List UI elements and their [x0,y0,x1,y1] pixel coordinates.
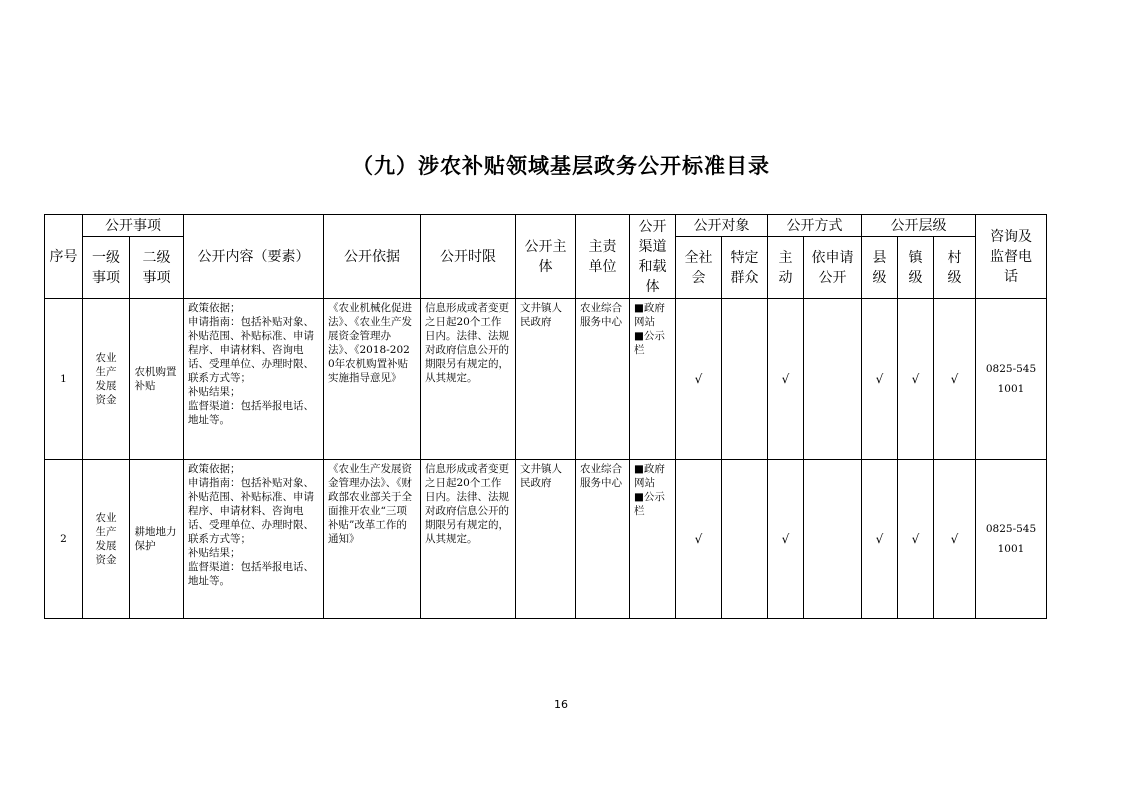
cell-village: √ [934,460,976,619]
header-village: 村级 [934,237,976,299]
header-on-request: 依申请公开 [804,237,862,299]
cell-basis: 《农业机械化促进法》、《农业生产发展资金管理办法》、《2018-2020年农机购置补贴实施指导意见》 [324,299,421,460]
cell-responsible: 农业综合服务中心 [576,299,630,460]
cell-level1: 农业生产发展资金 [83,299,130,460]
cell-content: 政策依据； 申请指南：包括补贴对象、补贴范围、补贴标准、申请程序、申请材料、咨询电话、受理单位、办理时限、联系方式等； 补贴结果； 监督渠道：包括举报电话、地址等。 [184,299,324,460]
header-basis: 公开依据 [324,215,421,299]
cell-responsible: 农业综合服务中心 [576,460,630,619]
table-row [45,460,1047,619]
cell-level2: 农机购置补贴 [130,299,184,460]
cell-active: √ [768,460,804,619]
cell-time-limit: 信息形成或者变更之日起20个工作日内。法律、法规对政府信息公开的期限另有规定的，从其规定。 [421,299,516,460]
header-responsible: 主责单位 [576,215,630,299]
cell-on-request [804,299,862,460]
header-item-group: 公开事项 [83,215,184,237]
cell-channel: ■政府网站 ■公示栏 [630,460,676,619]
header-time-limit: 公开时限 [421,215,516,299]
header-target-group: 公开对象 [676,215,768,237]
cell-all-society: √ [676,299,722,460]
cell-town: √ [898,299,934,460]
cell-active: √ [768,299,804,460]
cell-town: √ [898,460,934,619]
cell-county: √ [862,460,898,619]
header-county: 县级 [862,237,898,299]
header-subject: 公开主体 [516,215,576,299]
disclosure-table [44,214,1047,619]
cell-specific [722,299,768,460]
header-content: 公开内容（要素） [184,215,324,299]
header-channel: 公开渠道和载体 [630,215,676,299]
page-title: （九）涉农补贴领域基层政务公开标准目录 [352,154,770,178]
header-active: 主动 [768,237,804,299]
table-row [45,299,1047,460]
page-number: 16 [554,698,568,711]
header-specific: 特定群众 [722,237,768,299]
cell-time-limit: 信息形成或者变更之日起20个工作日内。法律、法规对政府信息公开的期限另有规定的，从其规定。 [421,460,516,619]
header-seq: 序号 [45,215,83,299]
header-layer-group: 公开层级 [862,215,976,237]
cell-basis: 《农业生产发展资金管理办法》、《财政部农业部关于全面推开农业“三项补贴”改革工作的通知》 [324,460,421,619]
cell-level1: 农业生产发展资金 [83,460,130,619]
cell-seq: 2 [45,460,83,619]
cell-village: √ [934,299,976,460]
cell-content: 政策依据； 申请指南：包括补贴对象、补贴范围、补贴标准、申请程序、申请材料、咨询电话、受理单位、办理时限、联系方式等； 补贴结果； 监督渠道：包括举报电话、地址等。 [184,460,324,619]
header-level1: 一级事项 [83,237,130,299]
cell-channel: ■政府网站 ■公示栏 [630,299,676,460]
header-town: 镇级 [898,237,934,299]
cell-subject: 文井镇人民政府 [516,299,576,460]
header-level2: 二级事项 [130,237,184,299]
cell-all-society: √ [676,460,722,619]
cell-seq: 1 [45,299,83,460]
cell-contact: 0825-545 1001 [976,460,1047,619]
cell-county: √ [862,299,898,460]
header-contact: 咨询及监督电话 [976,215,1047,299]
header-method-group: 公开方式 [768,215,862,237]
header-all-society: 全社会 [676,237,722,299]
cell-specific [722,460,768,619]
cell-subject: 文井镇人民政府 [516,460,576,619]
cell-level2: 耕地地力保护 [130,460,184,619]
cell-on-request [804,460,862,619]
cell-contact: 0825-545 1001 [976,299,1047,460]
